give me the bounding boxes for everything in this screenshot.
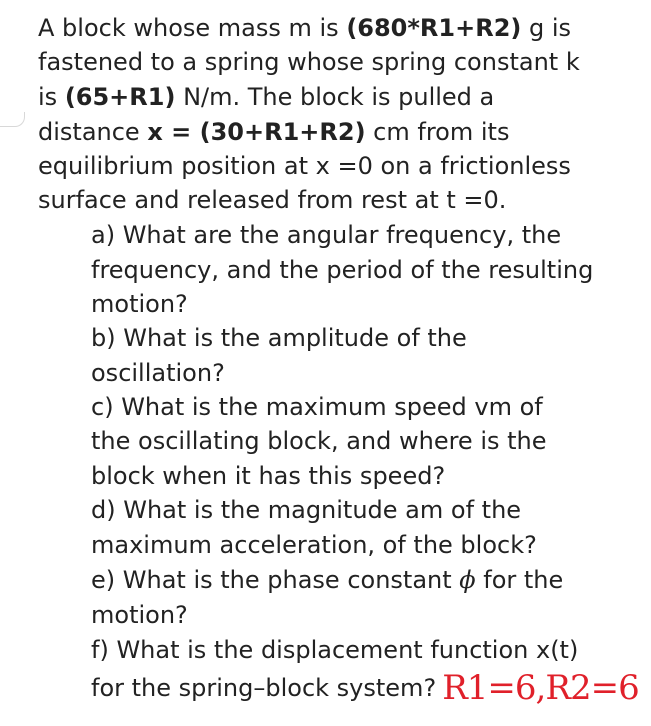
question-d-line-1: d) What is the magnitude am of the	[91, 496, 522, 524]
question-c-line-1: c) What is the maximum speed vm of	[91, 393, 543, 421]
question-a-line-3: motion?	[91, 290, 188, 318]
intro-line-5: equilibrium position at x =0 on a frictionless	[38, 152, 571, 180]
question-a-line-1: a) What are the angular frequency, the	[91, 221, 562, 249]
question-a-line-2: frequency, and the period of the resulting	[91, 256, 594, 284]
intro-line-1	[38, 11, 571, 45]
question-c-line-2: the oscillating block, and where is the	[91, 427, 547, 455]
question-b-line-1: b) What is the amplitude of the	[91, 324, 467, 352]
intro-line-2: fastened to a spring whose spring constant k	[38, 48, 580, 76]
question-e-line-1	[91, 563, 563, 597]
question-e-text: for the	[475, 566, 564, 594]
intro-text: N/m. The block is pulled a	[175, 83, 495, 111]
handwritten-note: R1=6,R2=6	[442, 668, 639, 708]
intro-line-4	[38, 115, 509, 149]
intro-text: cm from its	[365, 118, 510, 146]
intro-text: is	[38, 83, 65, 111]
question-c-line-3: block when it has this speed?	[91, 462, 446, 490]
question-e-text: e) What is the phase constant	[91, 566, 460, 594]
phi-symbol: ϕ	[459, 566, 476, 594]
intro-text: A block whose mass m is	[38, 14, 347, 42]
mass-expression: (680*R1+R2)	[346, 14, 522, 42]
intro-text: distance	[38, 118, 148, 146]
intro-text: g is	[521, 14, 572, 42]
intro-line-3	[38, 80, 494, 114]
question-f-line-2	[91, 668, 639, 708]
intro-line-6: surface and released from rest at t =0.	[38, 186, 507, 214]
page-edge-mark	[0, 112, 25, 127]
distance-expression: x = (30+R1+R2)	[147, 118, 366, 146]
question-f-line-1: f) What is the displacement function x(t)	[91, 636, 579, 664]
question-b-line-2: oscillation?	[91, 359, 225, 387]
question-f-text: for the spring–block system?	[91, 674, 437, 702]
question-e-line-2: motion?	[91, 601, 188, 629]
spring-constant-expression: (65+R1)	[64, 83, 176, 111]
question-d-line-2: maximum acceleration, of the block?	[91, 531, 537, 559]
